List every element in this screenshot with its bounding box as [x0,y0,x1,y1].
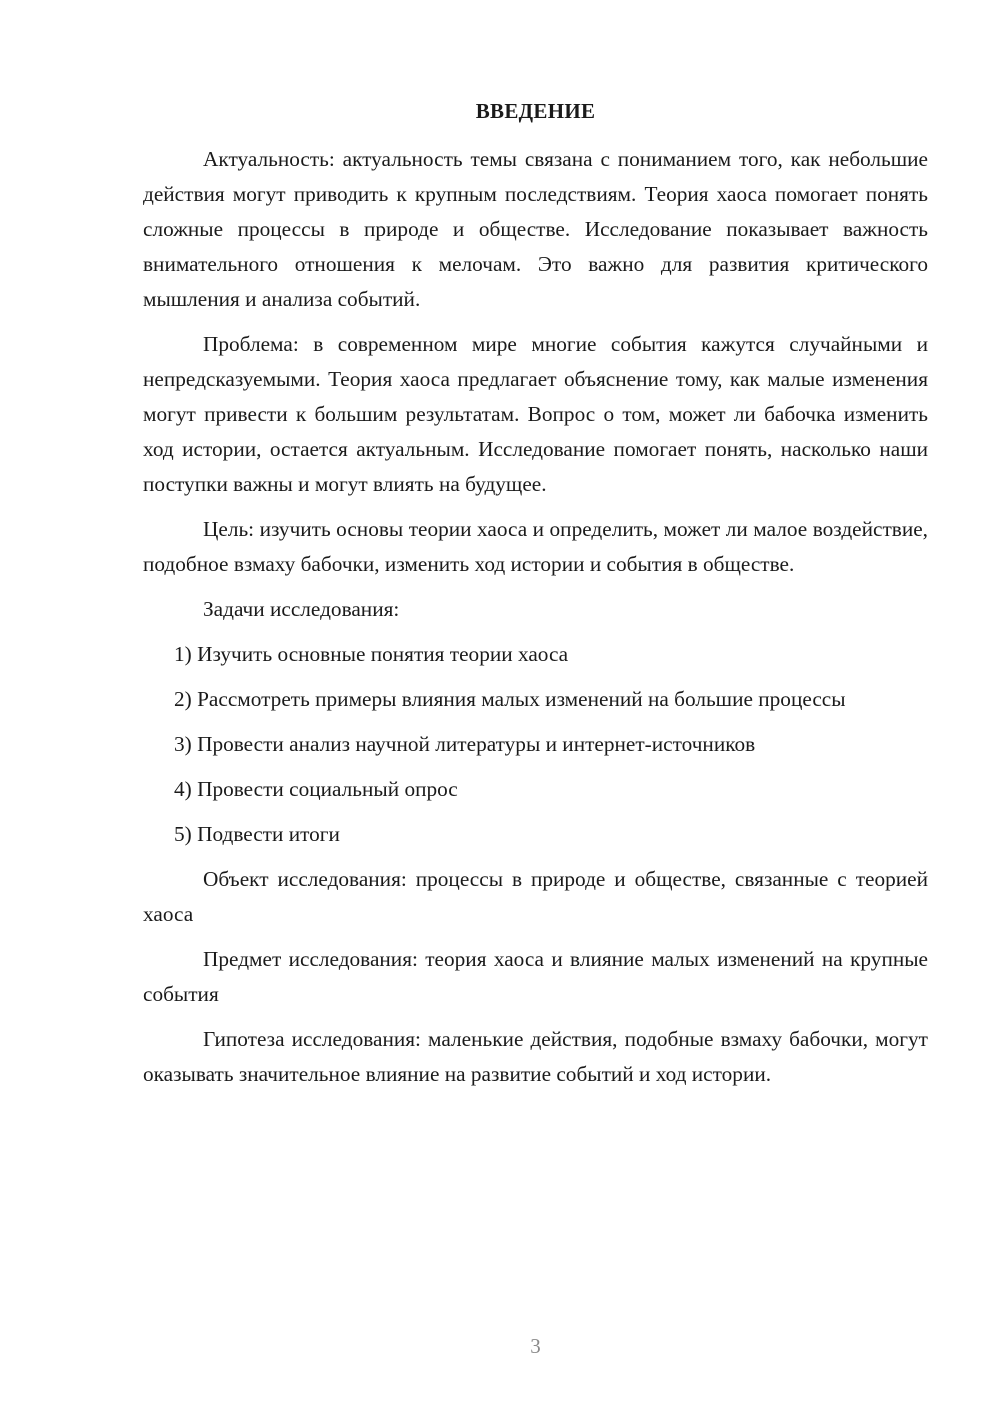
goal-paragraph: Цель: изучить основы теории хаоса и определить, может ли малое воздействие, подобное взмаху бабочки, изменить ход истории и события в обществе. [143,517,928,576]
document-page [143,0,928,1414]
document-body [143,142,928,1102]
hypothesis-paragraph: Гипотеза исследования: маленькие действия, подобные взмаху бабочки, могут оказывать значительное влияние на развитие событий и ход истории. [143,1027,928,1086]
section-heading: ВВЕДЕНИЕ [475,99,596,123]
task-item-4: 4) Провести социальный опрос [174,777,458,801]
object-paragraph: Объект исследования: процессы в природе и обществе, связанные с теорией хаоса [143,867,928,926]
task-item-1: 1) Изучить основные понятия теории хаоса [174,642,569,666]
task-item-2: 2) Рассмотреть примеры влияния малых изменений на большие процессы [174,687,846,711]
problem-paragraph: Проблема: в современном мире многие события кажутся случайными и непредсказуемыми. Теория хаоса предлагает объяснение тому, как малые изменения могут привести к большим результатам. Вопрос о том, может ли бабочка изменить ход истории, остается актуальным. Исследование помогает понять, насколько наши поступки важны и могут влиять на будущее. [143,332,928,496]
task-item-5: 5) Подвести итоги [174,822,340,846]
tasks-intro: Задачи исследования: [203,597,400,621]
subject-paragraph: Предмет исследования: теория хаоса и влияние малых изменений на крупные события [143,947,928,1006]
page-number: 3 [530,1334,541,1358]
relevance-paragraph: Актуальность: актуальность темы связана с пониманием того, как небольшие действия могут приводить к крупным последствиям. Теория хаоса помогает понять сложные процессы в природе и обществе. Исследование показывает важность внимательного отношения к мелочам. Это важно для развития критического мышления и анализа событий. [143,147,928,311]
task-item-3: 3) Провести анализ научной литературы и интернет-источников [174,732,756,756]
